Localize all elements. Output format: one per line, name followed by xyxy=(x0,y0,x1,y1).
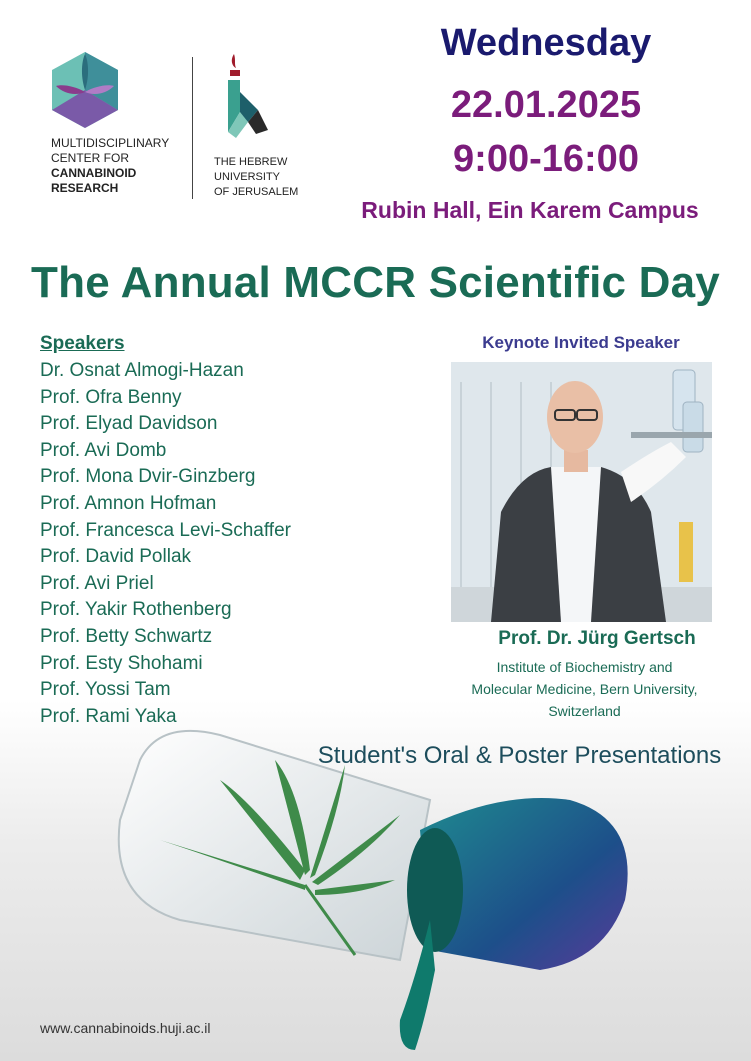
event-venue: Rubin Hall, Ein Karem Campus xyxy=(361,197,699,223)
keynote-speaker-photo xyxy=(451,362,712,622)
mccr-name xyxy=(51,136,191,196)
affiliation-line-2: Molecular Medicine, Bern University, xyxy=(471,681,698,697)
mccr-line-3: CANNABINOID xyxy=(51,166,137,180)
speaker-item: Prof. Betty Schwartz xyxy=(40,625,213,647)
speaker-item: Prof. Amnon Hofman xyxy=(40,492,217,514)
huji-line-3: OF JERUSALEM xyxy=(214,186,299,198)
speaker-item: Prof. Yossi Tam xyxy=(40,679,171,701)
speaker-item: Prof. Ofra Benny xyxy=(40,386,182,408)
hebrew-university-name xyxy=(214,155,324,200)
huji-line-1: THE HEBREW xyxy=(214,156,288,168)
speaker-item: Prof. David Pollak xyxy=(40,546,192,568)
speaker-list xyxy=(40,358,291,730)
event-day: Wednesday xyxy=(440,22,652,64)
speakers-heading: Speakers xyxy=(40,333,125,354)
logo-divider xyxy=(192,57,193,199)
keynote-affiliation xyxy=(442,656,727,722)
speaker-item: Prof. Avi Priel xyxy=(40,572,154,594)
speaker-item: Prof. Yakir Rothenberg xyxy=(40,599,232,621)
event-title: The Annual MCCR Scientific Day xyxy=(31,258,720,307)
mccr-logo-icon xyxy=(50,50,120,130)
speaker-item: Prof. Elyad Davidson xyxy=(40,413,218,435)
mccr-line-1: MULTIDISCIPLINARY xyxy=(51,136,170,150)
speaker-item: Prof. Esty Shohami xyxy=(40,652,203,674)
speaker-item: Prof. Mona Dvir-Ginzberg xyxy=(40,466,256,488)
student-presentations: Student's Oral & Poster Presentations xyxy=(317,742,722,769)
speaker-item: Dr. Osnat Almogi-Hazan xyxy=(40,360,244,381)
event-date: 22.01.2025 xyxy=(450,84,642,126)
huji-line-2: UNIVERSITY xyxy=(214,171,281,183)
speaker-item: Prof. Rami Yaka xyxy=(40,705,177,727)
keynote-speaker-name: Prof. Dr. Jürg Gertsch xyxy=(498,628,696,649)
affiliation-line-1: Institute of Biochemistry and xyxy=(496,659,673,675)
speaker-item: Prof. Avi Domb xyxy=(40,439,167,461)
mccr-line-2: CENTER FOR xyxy=(51,151,129,165)
affiliation-line-3: Switzerland xyxy=(548,703,621,719)
cannabis-capsule-illustration xyxy=(100,720,650,1061)
mccr-line-4: RESEARCH xyxy=(51,181,119,195)
speaker-item: Prof. Francesca Levi-Schaffer xyxy=(40,519,291,541)
hebrew-university-logo-icon xyxy=(212,52,270,142)
keynote-label: Keynote Invited Speaker xyxy=(482,333,680,352)
website-url[interactable]: www.cannabinoids.huji.ac.il xyxy=(40,1020,211,1036)
event-time: 9:00-16:00 xyxy=(453,138,639,180)
